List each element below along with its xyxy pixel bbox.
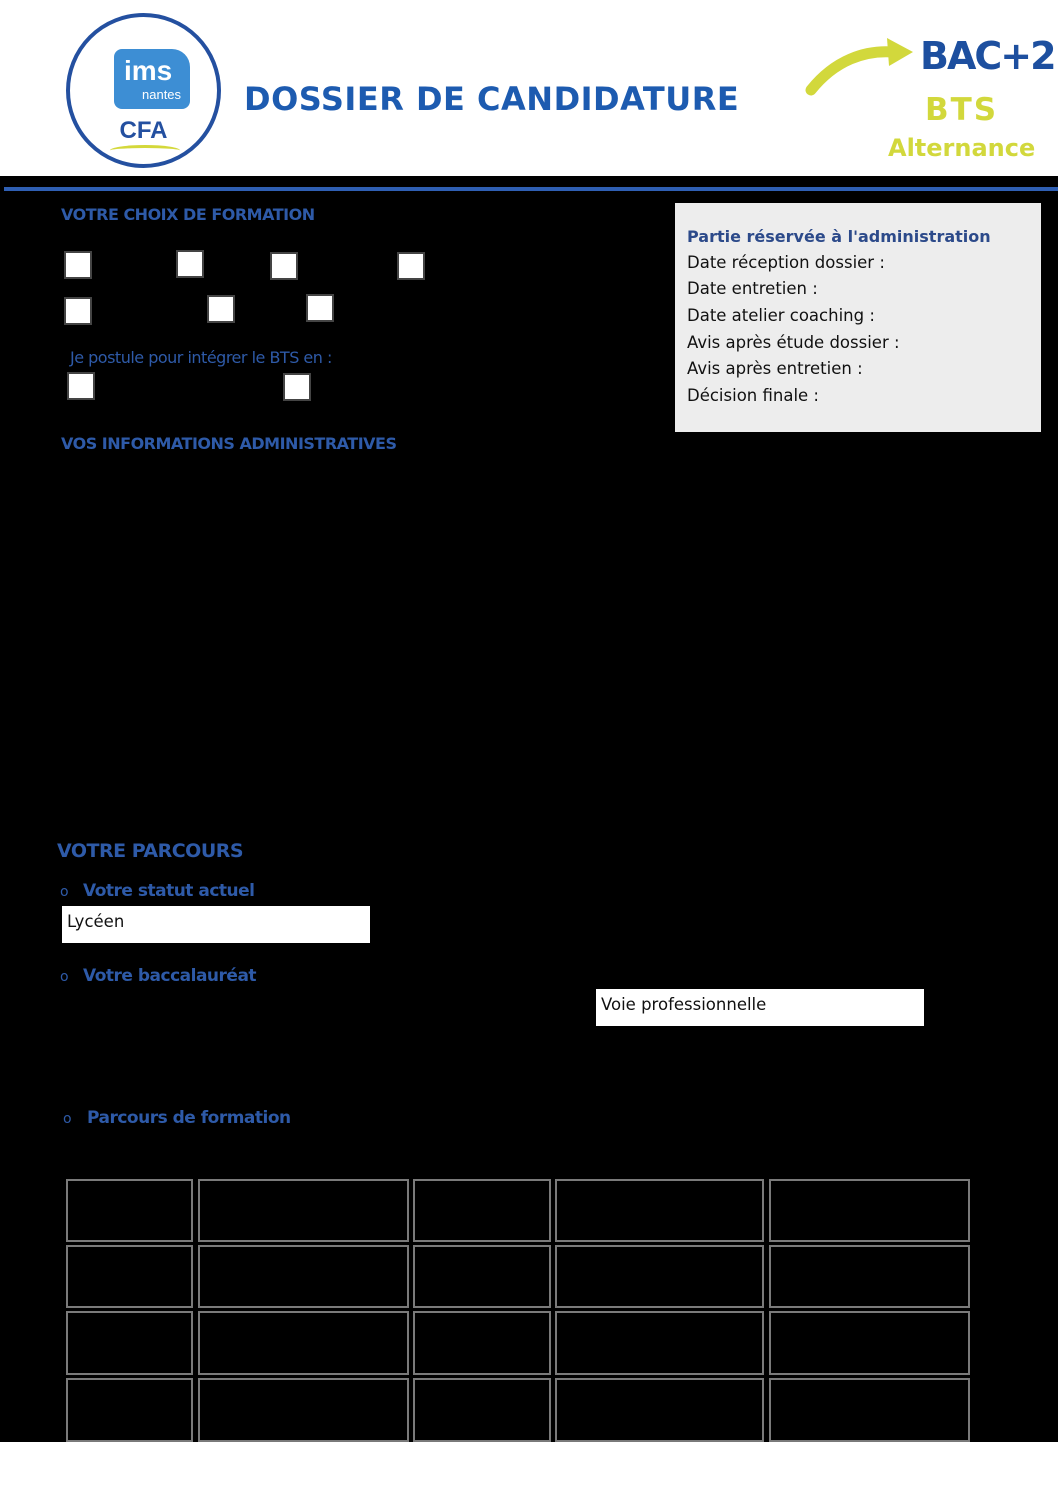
bullet-icon: o (60, 969, 69, 985)
page-footer (0, 1442, 1058, 1497)
badge-level: BAC+2 (920, 34, 1055, 78)
bac-field[interactable]: Voie professionnelle (596, 989, 924, 1026)
table-cell[interactable] (413, 1179, 551, 1242)
table-cell[interactable] (413, 1245, 551, 1308)
parcours-section-title: VOTRE PARCOURS (57, 840, 244, 862)
logo-ims-text: ims (124, 55, 173, 86)
admin-file-opinion: Avis après étude dossier : (687, 333, 900, 352)
page-title: DOSSIER DE CANDIDATURE (244, 80, 740, 118)
bac-label: Votre baccalauréat (83, 966, 257, 986)
table-cell[interactable] (413, 1378, 551, 1442)
table-cell[interactable] (769, 1311, 970, 1375)
table-cell[interactable] (66, 1179, 193, 1242)
admin-info-section-title: VOS INFORMATIONS ADMINISTRATIVES (61, 434, 397, 453)
statut-field[interactable]: Lycéen (62, 906, 370, 943)
admin-title: Partie réservée à l'administration (687, 227, 991, 246)
parcours-formation-label: Parcours de formation (87, 1108, 291, 1128)
badge-mode: Alternance (888, 134, 1036, 162)
table-cell[interactable] (555, 1245, 764, 1308)
logo-nantes-text: nantes (142, 87, 182, 102)
table-cell[interactable] (66, 1245, 193, 1308)
table-cell[interactable] (198, 1311, 409, 1375)
admin-reception-date: Date réception dossier : (687, 253, 885, 272)
table-cell[interactable] (769, 1245, 970, 1308)
table-cell[interactable] (198, 1245, 409, 1308)
table-cell[interactable] (198, 1378, 409, 1442)
admin-interview-opinion: Avis après entretien : (687, 359, 863, 378)
admin-final-decision: Décision finale : (687, 386, 819, 405)
admin-coaching-date: Date atelier coaching : (687, 306, 875, 325)
table-cell[interactable] (769, 1179, 970, 1242)
apply-label: Je postule pour intégrer le BTS en : (70, 348, 332, 367)
table-cell[interactable] (66, 1311, 193, 1375)
bullet-icon: o (63, 1111, 72, 1127)
table-cell[interactable] (198, 1179, 409, 1242)
table-cell[interactable] (769, 1378, 970, 1442)
statut-label: Votre statut actuel (83, 881, 255, 901)
table-cell[interactable] (555, 1378, 764, 1442)
table-cell[interactable] (555, 1179, 764, 1242)
admin-interview-date: Date entretien : (687, 279, 818, 298)
badge-program: BTS (925, 92, 999, 128)
table-cell[interactable] (555, 1311, 764, 1375)
table-cell[interactable] (66, 1378, 193, 1442)
formation-section-title: VOTRE CHOIX DE FORMATION (61, 205, 315, 224)
bullet-icon: o (60, 884, 69, 900)
table-cell[interactable] (413, 1311, 551, 1375)
logo-cfa-text: CFA (119, 117, 168, 144)
